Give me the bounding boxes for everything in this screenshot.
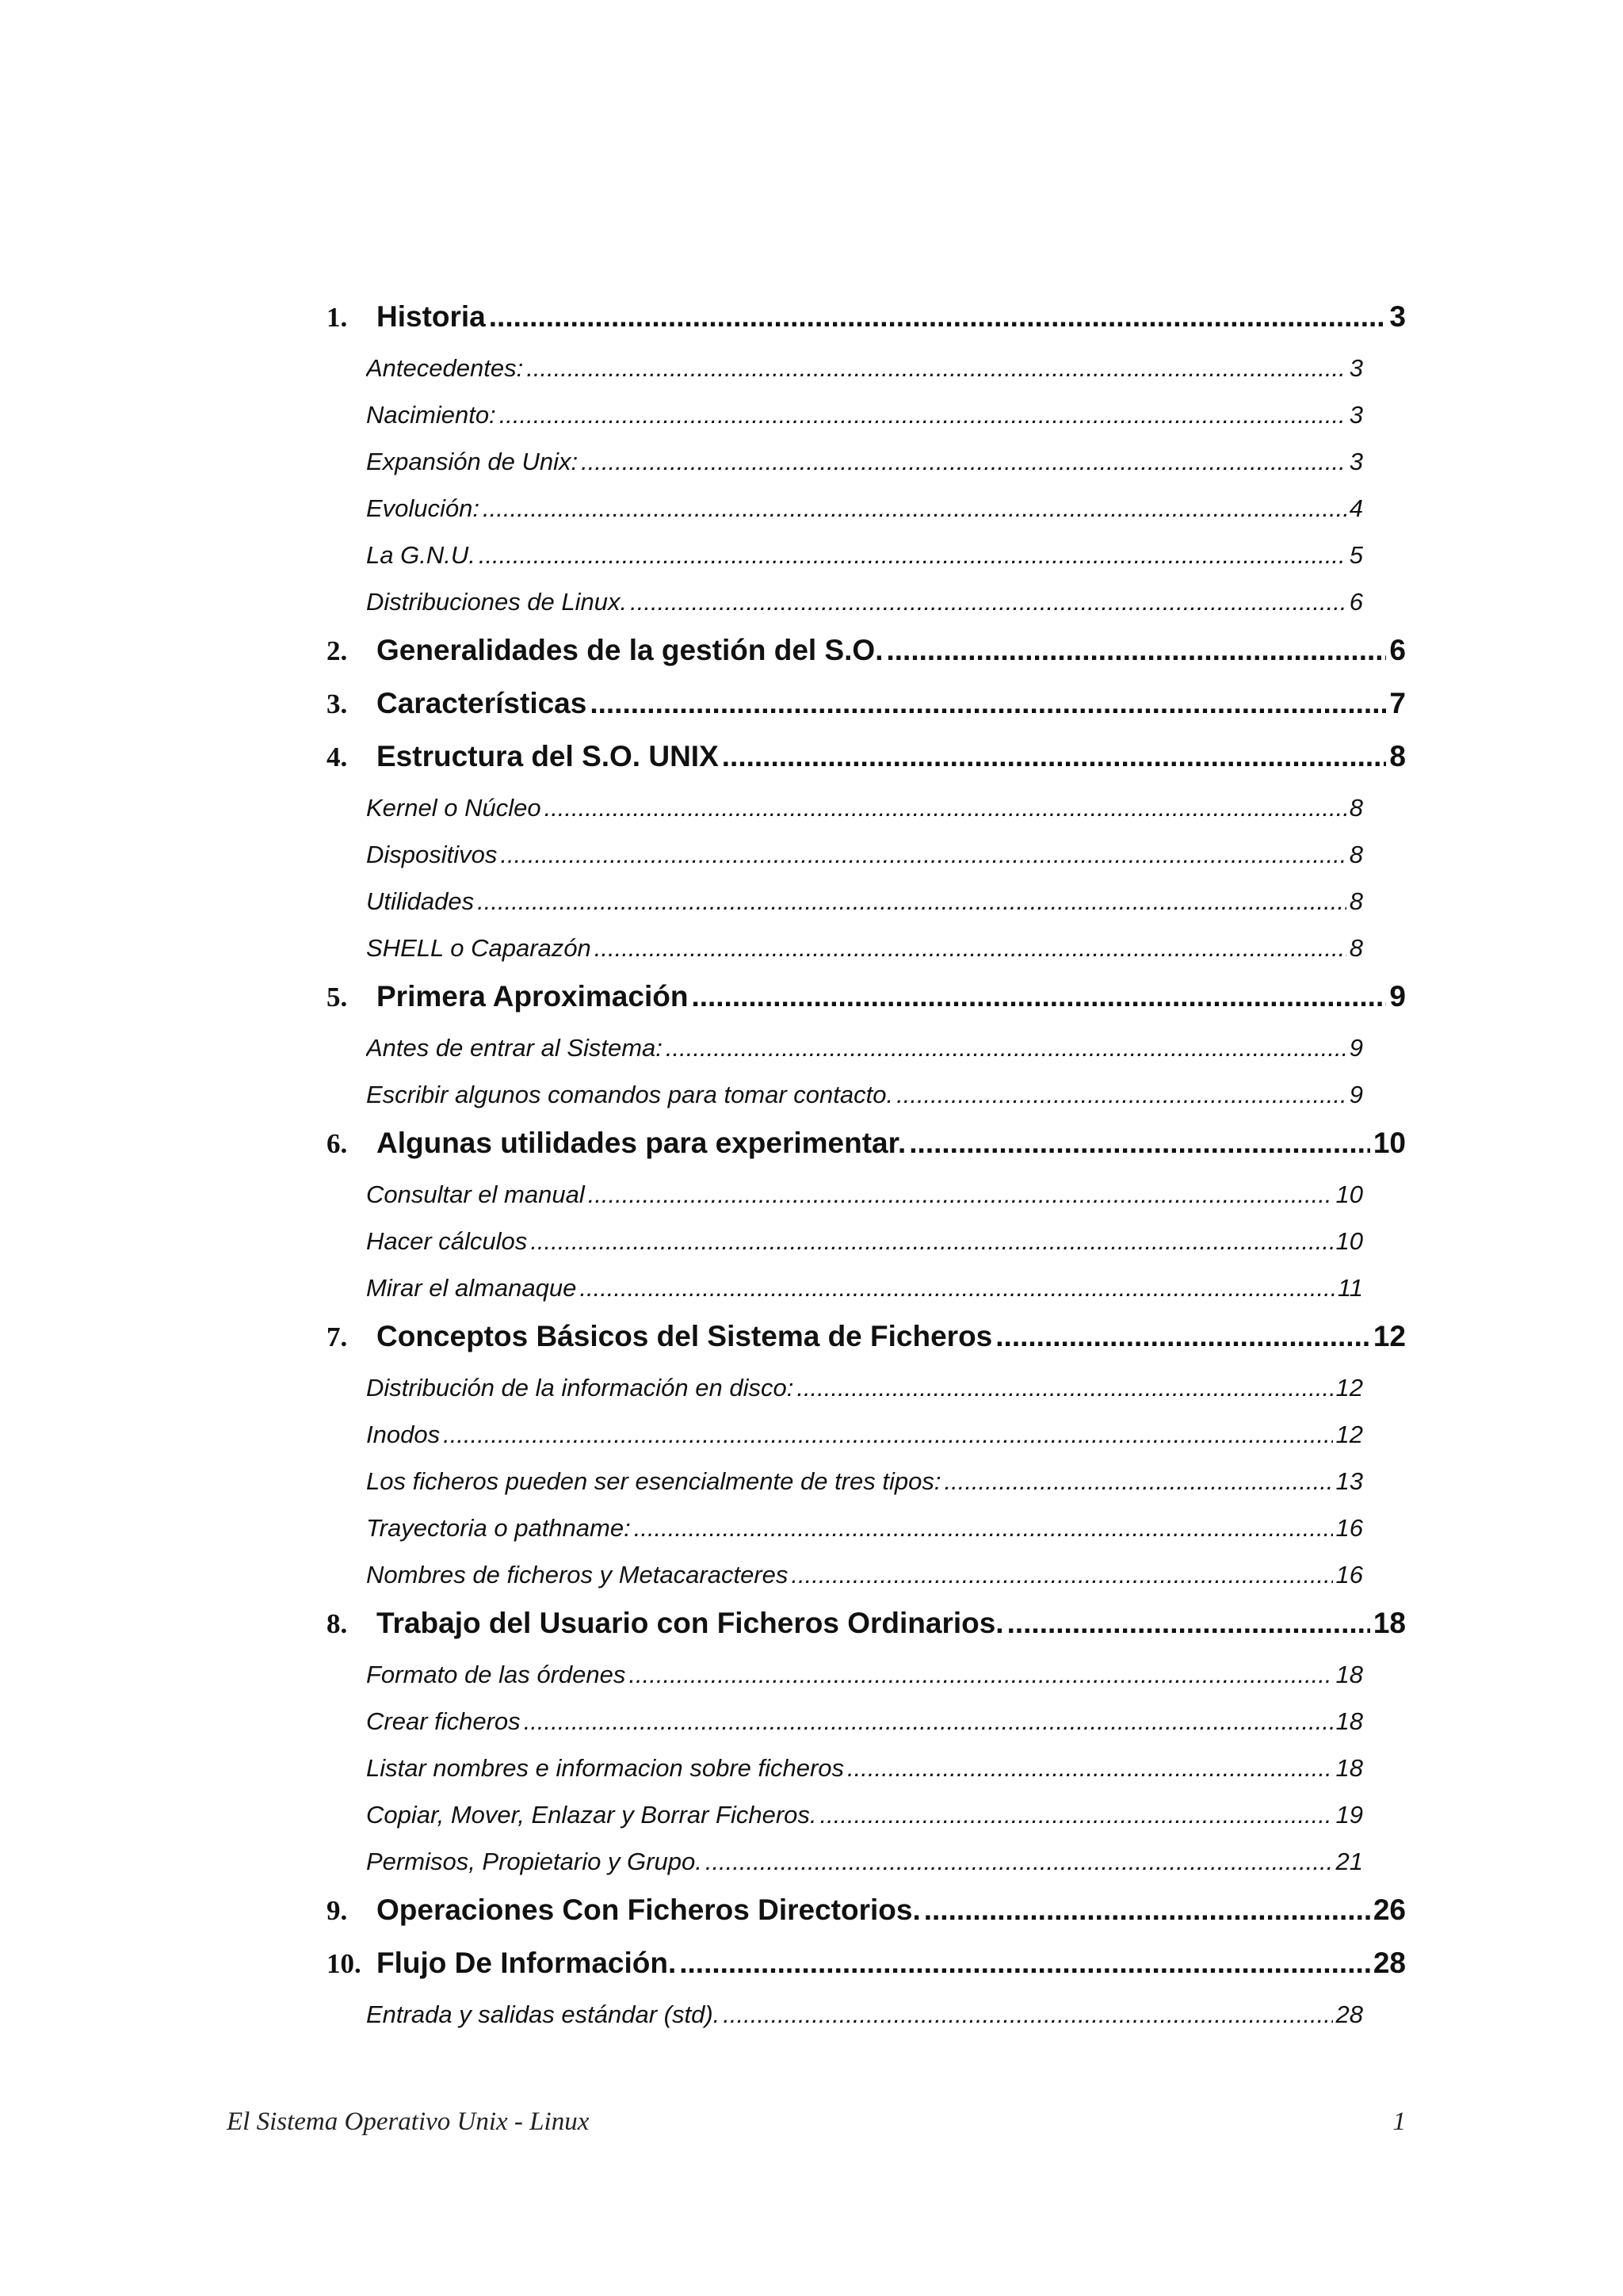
- toc-entry-title: Distribución de la información en disco:: [366, 1374, 794, 1402]
- toc-dot-leader: [594, 926, 1346, 970]
- toc-dot-leader: [679, 1939, 1370, 1987]
- toc-page-number: 18: [1335, 1661, 1363, 1688]
- toc-dot-leader: [483, 486, 1346, 530]
- toc-section-number: 4.: [327, 742, 348, 772]
- toc-dot-leader: [530, 1219, 1332, 1263]
- toc-section-entry[interactable]: [327, 1939, 1406, 1993]
- toc-subsection-entry[interactable]: [366, 786, 1363, 833]
- toc-page-number: 11: [1337, 1274, 1363, 1302]
- toc-subsection-entry[interactable]: [366, 1459, 1363, 1506]
- toc-subsection-entry[interactable]: [366, 1993, 1363, 2039]
- toc-subsection-entry[interactable]: [366, 1553, 1363, 1600]
- toc-page-number: 9: [1349, 1081, 1363, 1108]
- toc-page-number: 8: [1389, 740, 1406, 772]
- toc-page-number: 18: [1335, 1754, 1363, 1782]
- toc-section-entry[interactable]: [327, 1886, 1406, 1939]
- toc-subsection-entry[interactable]: [366, 1746, 1363, 1793]
- toc-dot-leader: [526, 346, 1346, 390]
- toc-page-number: 5: [1349, 541, 1363, 569]
- toc-dot-leader: [489, 293, 1387, 341]
- toc-section-entry[interactable]: [327, 293, 1406, 346]
- toc-section-number: 10.: [327, 1948, 361, 1979]
- toc-section-number: 8.: [327, 1608, 348, 1639]
- toc-dot-leader: [723, 1993, 1332, 2036]
- toc-subsection-entry[interactable]: [366, 1173, 1363, 1219]
- toc-entry-title: Mirar el almanaque: [366, 1274, 577, 1302]
- toc-entry-title: Conceptos Básicos del Sistema de Ficheros: [376, 1320, 993, 1352]
- toc-dot-leader: [1007, 1600, 1370, 1647]
- toc-dot-leader: [524, 1699, 1333, 1743]
- toc-dot-leader: [443, 1413, 1332, 1456]
- toc-dot-leader: [590, 680, 1386, 727]
- toc-page-number: 21: [1335, 1848, 1363, 1875]
- toc-subsection-entry[interactable]: [366, 1653, 1363, 1699]
- footer-page-number: 1: [1392, 2107, 1406, 2136]
- toc-entry-title: Antes de entrar al Sistema:: [366, 1034, 663, 1062]
- toc-entry-title: Permisos, Propietario y Grupo.: [366, 1848, 702, 1875]
- toc-dot-leader: [847, 1746, 1332, 1790]
- toc-subsection-entry[interactable]: [366, 486, 1363, 533]
- toc-page-number: 12: [1335, 1421, 1363, 1448]
- toc-subsection-entry[interactable]: [366, 533, 1363, 580]
- toc-dot-leader: [544, 786, 1346, 830]
- toc-entry-title: Estructura del S.O. UNIX: [376, 740, 719, 772]
- toc-page-number: 3: [1349, 448, 1363, 475]
- toc-entry-title: Utilidades: [366, 887, 475, 915]
- toc-dot-leader: [581, 440, 1346, 483]
- toc-entry-title: Operaciones Con Ficheros Directorios.: [376, 1894, 921, 1926]
- toc-entry-title: Consultar el manual: [366, 1180, 585, 1208]
- toc-section-entry[interactable]: [327, 733, 1406, 786]
- toc-dot-leader: [886, 627, 1386, 674]
- toc-entry-title: Entrada y salidas estándar (std).: [366, 2000, 720, 2028]
- toc-page-number: 19: [1335, 1801, 1363, 1829]
- toc-subsection-entry[interactable]: [366, 440, 1363, 486]
- toc-section-entry[interactable]: [327, 973, 1406, 1026]
- toc-dot-leader: [820, 1793, 1333, 1836]
- toc-page-number: 10: [1335, 1227, 1363, 1255]
- toc-entry-title: Kernel o Núcleo: [366, 794, 541, 822]
- toc-section-entry[interactable]: [327, 1313, 1406, 1366]
- toc-page-number: 6: [1389, 634, 1406, 666]
- toc-entry-title: Historia: [376, 300, 486, 333]
- toc-page-number: 7: [1389, 687, 1406, 719]
- toc-entry-title: La G.N.U.: [366, 541, 475, 569]
- toc-page-number: 28: [1373, 1947, 1406, 1979]
- toc-page-number: 18: [1373, 1607, 1406, 1639]
- toc-dot-leader: [634, 1506, 1333, 1550]
- toc-section-entry[interactable]: [327, 627, 1406, 680]
- toc-dot-leader: [666, 1026, 1346, 1070]
- toc-entry-title: Crear ficheros: [366, 1707, 521, 1735]
- toc-page-number: 13: [1335, 1467, 1363, 1495]
- toc-dot-leader: [722, 733, 1387, 780]
- toc-entry-title: Hacer cálculos: [366, 1227, 528, 1255]
- toc-dot-leader: [705, 1840, 1333, 1883]
- toc-entry-title: Distribuciones de Linux.: [366, 588, 628, 616]
- toc-subsection-entry[interactable]: [366, 879, 1363, 926]
- toc-dot-leader: [944, 1459, 1332, 1503]
- toc-page-number: 8: [1349, 841, 1363, 868]
- toc-subsection-entry[interactable]: [366, 1266, 1363, 1313]
- toc-dot-leader: [500, 833, 1346, 876]
- toc-page-number: 16: [1335, 1514, 1363, 1542]
- toc-dot-leader: [628, 1653, 1332, 1696]
- toc-entry-title: Inodos: [366, 1421, 441, 1448]
- toc-page-number: 9: [1349, 1034, 1363, 1062]
- toc-page-number: 3: [1349, 354, 1363, 382]
- toc-section-number: 9.: [327, 1895, 348, 1926]
- toc-entry-title: Copiar, Mover, Enlazar y Borrar Ficheros.: [366, 1801, 817, 1829]
- toc-page-number: 6: [1349, 588, 1363, 616]
- toc-dot-leader: [791, 1553, 1332, 1596]
- toc-entry-title: Trabajo del Usuario con Ficheros Ordinarios.: [376, 1607, 1004, 1639]
- toc-dot-leader: [588, 1173, 1333, 1216]
- toc-entry-title: Antecedentes:: [366, 354, 524, 382]
- toc-dot-leader: [579, 1266, 1334, 1310]
- toc-entry-title: Los ficheros pueden ser esencialmente de tres tipos:: [366, 1467, 941, 1495]
- toc-subsection-entry[interactable]: [366, 1073, 1363, 1119]
- toc-section-number: 5.: [327, 982, 348, 1013]
- toc-page-number: 16: [1335, 1561, 1363, 1589]
- toc-page-number: 8: [1349, 887, 1363, 915]
- toc-section-number: 1.: [327, 302, 348, 333]
- toc-subsection-entry[interactable]: [366, 1219, 1363, 1266]
- toc-section-number: 7.: [327, 1322, 348, 1352]
- toc-section-number: 6.: [327, 1128, 348, 1159]
- toc-section-number: 3.: [327, 688, 348, 719]
- toc-subsection-entry[interactable]: [366, 1026, 1363, 1073]
- toc-entry-title: Expansión de Unix:: [366, 448, 579, 475]
- toc-section-number: 2.: [327, 635, 348, 666]
- toc-entry-title: Escribir algunos comandos para tomar contacto.: [366, 1081, 894, 1108]
- toc-section-entry[interactable]: [327, 1119, 1406, 1173]
- toc-dot-leader: [477, 879, 1346, 923]
- toc-subsection-entry[interactable]: [366, 346, 1363, 393]
- toc-dot-leader: [796, 1366, 1332, 1409]
- toc-page-number: 28: [1335, 2000, 1363, 2028]
- toc-subsection-entry[interactable]: [366, 1793, 1363, 1840]
- toc-entry-title: SHELL o Caparazón: [366, 934, 591, 962]
- toc-entry-title: Generalidades de la gestión del S.O.: [376, 634, 884, 666]
- toc-entry-title: Flujo De Información.: [376, 1947, 677, 1979]
- toc-dot-leader: [499, 393, 1346, 437]
- toc-page-number: 18: [1335, 1707, 1363, 1735]
- toc-entry-title: Trayectoria o pathname:: [366, 1514, 631, 1542]
- toc-dot-leader: [924, 1886, 1370, 1934]
- toc-entry-title: Nacimiento:: [366, 401, 496, 429]
- toc-section-entry[interactable]: [327, 1600, 1406, 1653]
- toc-page-number: 10: [1373, 1127, 1406, 1159]
- toc-entry-title: Formato de las órdenes: [366, 1661, 626, 1688]
- toc-entry-title: Nombres de ficheros y Metacaracteres: [366, 1561, 789, 1589]
- toc-dot-leader: [909, 1119, 1370, 1167]
- toc-subsection-entry[interactable]: [366, 1699, 1363, 1746]
- toc-dot-leader: [691, 973, 1386, 1020]
- toc-section-entry[interactable]: [327, 680, 1406, 733]
- toc-page-number: 8: [1349, 794, 1363, 822]
- toc-page-number: 10: [1335, 1180, 1363, 1208]
- toc-entry-title: Evolución:: [366, 494, 480, 522]
- toc-dot-leader: [995, 1313, 1370, 1360]
- toc-page-number: 4: [1349, 494, 1363, 522]
- toc-page-number: 12: [1373, 1320, 1406, 1352]
- toc-subsection-entry[interactable]: [366, 1506, 1363, 1553]
- toc-subsection-entry[interactable]: [366, 580, 1363, 627]
- toc-page-number: 9: [1389, 980, 1406, 1013]
- toc-dot-leader: [479, 533, 1346, 577]
- toc-page-number: 3: [1349, 401, 1363, 429]
- toc-entry-title: Algunas utilidades para experimentar.: [376, 1127, 907, 1159]
- page-footer: [227, 2107, 1406, 2137]
- toc-entry-title: Características: [376, 687, 587, 719]
- toc-dot-leader: [896, 1073, 1346, 1116]
- toc-entry-title: Primera Aproximación: [376, 980, 689, 1013]
- footer-title: El Sistema Operativo Unix - Linux: [227, 2107, 590, 2136]
- toc-page-number: 3: [1389, 300, 1406, 333]
- toc-entry-title: Dispositivos: [366, 841, 498, 868]
- toc-subsection-entry[interactable]: [366, 393, 1363, 440]
- toc-subsection-entry[interactable]: [366, 1840, 1363, 1886]
- toc-subsection-entry[interactable]: [366, 1366, 1363, 1413]
- table-of-contents: [327, 293, 1406, 2039]
- toc-page-number: 8: [1349, 934, 1363, 962]
- toc-subsection-entry[interactable]: [366, 1413, 1363, 1459]
- toc-entry-title: Listar nombres e informacion sobre ficheros: [366, 1754, 845, 1782]
- toc-page-number: 12: [1335, 1374, 1363, 1402]
- toc-subsection-entry[interactable]: [366, 926, 1363, 973]
- toc-subsection-entry[interactable]: [366, 833, 1363, 879]
- toc-page-number: 26: [1373, 1894, 1406, 1926]
- toc-dot-leader: [630, 580, 1346, 624]
